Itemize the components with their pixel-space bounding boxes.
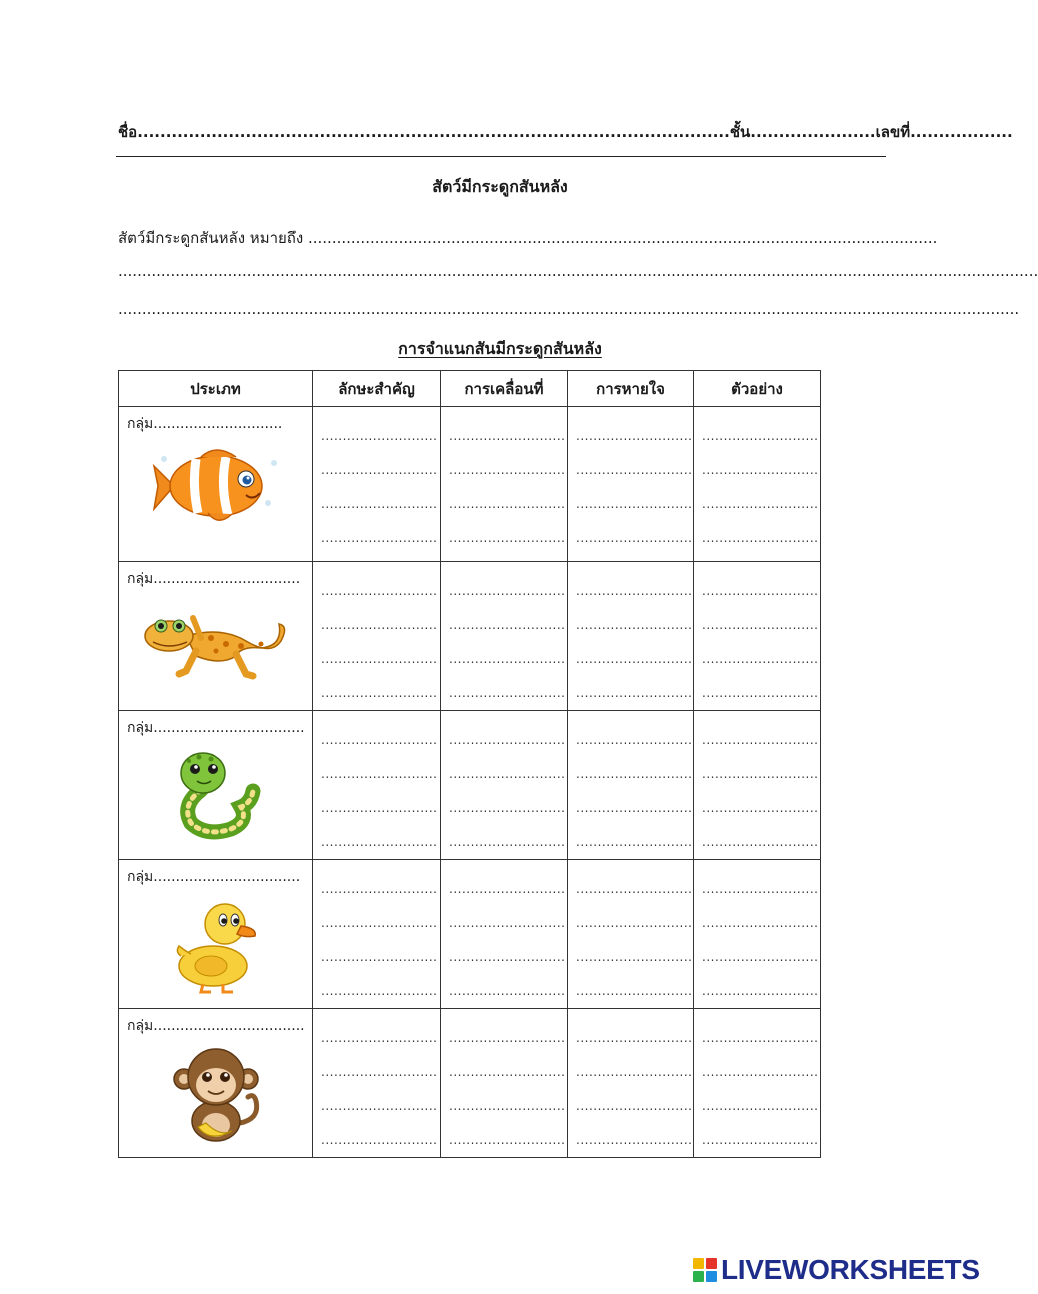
examples-cell[interactable]: ........................... ........................... ........................... ........................... [694, 1009, 821, 1158]
characteristics-cell[interactable]: ........................... ........................... ........................... ........................... [313, 711, 441, 860]
student-info-line [118, 120, 1013, 148]
characteristics-cell[interactable]: ........................... ........................... ........................... ........................... [313, 1009, 441, 1158]
table-row [119, 407, 821, 562]
section-subtitle: การจำแนกสันมีกระดูกสันหลัง [398, 339, 602, 358]
breathing-cell[interactable]: ........................... ........................... ........................... ........................... [568, 562, 694, 711]
liveworksheets-logo [693, 1254, 980, 1286]
characteristics-cell[interactable]: ........................... ........................... ........................... ........................... [313, 860, 441, 1009]
group-answer-field[interactable]: ................................. [153, 869, 301, 885]
definition-answer-2[interactable]: ................................................................................................................................................................................................. [118, 262, 1038, 280]
classification-table [118, 370, 821, 1158]
header-divider [116, 156, 886, 157]
definition-prompt: สัตว์มีกระดูกสันหลัง หมายถึง [118, 229, 304, 247]
breathing-cell[interactable]: ........................... ........................... ........................... ........................... [568, 407, 694, 562]
movement-cell[interactable]: ........................... ........................... ........................... ........................... [441, 711, 568, 860]
examples-cell[interactable]: ........................... ........................... ........................... ........................... [694, 407, 821, 562]
group-cell: กลุ่ม.................................. [119, 711, 313, 860]
movement-cell[interactable]: ........................... ........................... ........................... ........................... [441, 1009, 568, 1158]
definition-answer-1[interactable]: .................................................................................................................................... [307, 229, 938, 247]
number-field[interactable]: .................. [910, 123, 1013, 141]
snake-icon [171, 745, 261, 843]
table-header-row [119, 371, 821, 407]
examples-cell[interactable]: ........................... ........................... ........................... ........................... [694, 860, 821, 1009]
header-movement: การเคลื่อนที่ [441, 371, 568, 407]
header-type: ประเภท [119, 371, 313, 407]
header-characteristics: ลักษะสำคัญ [313, 371, 441, 407]
group-answer-field[interactable]: .................................. [153, 720, 305, 736]
group-cell: กลุ่ม................................. [119, 860, 313, 1009]
table-row [119, 562, 821, 711]
table-row [119, 711, 821, 860]
movement-cell[interactable]: ........................... ........................... ........................... ........................... [441, 407, 568, 562]
header-examples: ตัวอย่าง [694, 371, 821, 407]
definition-answer-3[interactable]: ............................................................................................................................................................................................. [118, 300, 1020, 318]
group-answer-field[interactable]: ............................. [153, 416, 283, 432]
definition-line-1 [118, 226, 938, 250]
characteristics-cell[interactable]: ........................... ........................... ........................... ........................... [313, 562, 441, 711]
table-row [119, 860, 821, 1009]
movement-cell[interactable]: ........................... ........................... ........................... ........................... [441, 860, 568, 1009]
fish-icon [146, 441, 286, 531]
group-answer-field[interactable]: ................................. [153, 571, 301, 587]
table-row [119, 1009, 821, 1158]
monkey-icon [170, 1043, 262, 1143]
group-answer-field[interactable]: .................................. [153, 1018, 305, 1034]
examples-cell[interactable]: ........................... ........................... ........................... ........................... [694, 711, 821, 860]
examples-cell[interactable]: ........................... ........................... ........................... ........................... [694, 562, 821, 711]
class-field[interactable]: ...................... [750, 123, 876, 141]
class-label: ชั้น [729, 123, 751, 141]
name-field[interactable]: ........................................................................................................ [137, 123, 730, 141]
group-cell: กลุ่ม............................. [119, 407, 313, 562]
duck-icon [171, 894, 261, 994]
characteristics-cell[interactable]: ........................... ........................... ........................... ........................... [313, 407, 441, 562]
breathing-cell[interactable]: ........................... ........................... ........................... ........................... [568, 1009, 694, 1158]
group-cell: กลุ่ม................................. [119, 562, 313, 711]
movement-cell[interactable]: ........................... ........................... ........................... ........................... [441, 562, 568, 711]
breathing-cell[interactable]: ........................... ........................... ........................... ........................... [568, 711, 694, 860]
breathing-cell[interactable]: ........................... ........................... ........................... ........................... [568, 860, 694, 1009]
brand-name: LIVEWORKSHEETS [721, 1254, 980, 1285]
liveworksheets-mark-icon [693, 1258, 717, 1282]
lizard-icon [141, 596, 291, 686]
name-label: ชื่อ [118, 123, 138, 141]
group-cell: กลุ่ม.................................. [119, 1009, 313, 1158]
header-breathing: การหายใจ [568, 371, 694, 407]
page-title: สัตว์มีกระดูกสันหลัง [432, 177, 568, 196]
number-label: เลขที่ [875, 123, 911, 141]
